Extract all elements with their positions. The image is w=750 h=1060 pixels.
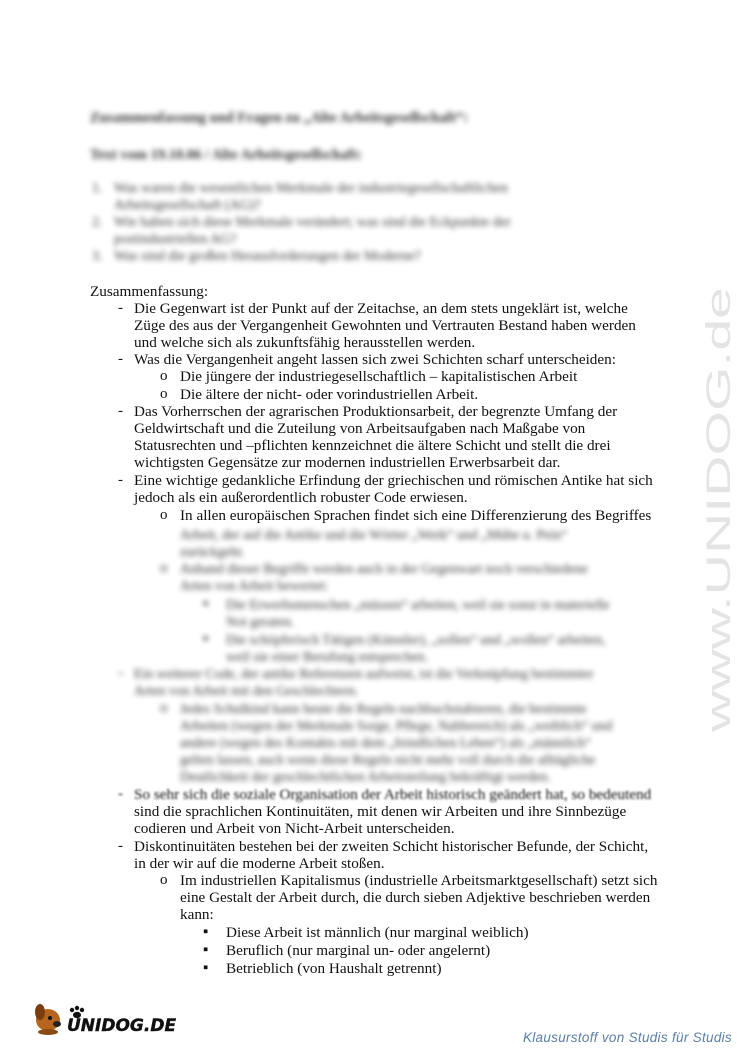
text-line: Anhand dieser Begriffe werden auch in der Gegenwart noch verschiedene: [180, 561, 588, 576]
text-line: jedoch als ein außerordentlich robuster Code erwiesen.: [134, 489, 468, 506]
text-line: weil sie einer Berufung entsprechen.: [226, 649, 428, 664]
dash-bullet: -: [118, 665, 123, 681]
footer-tagline: Klausurstoff von Studis für Studis: [522, 1030, 732, 1045]
text-line: Arten von Arbeit bewertet:: [180, 578, 329, 593]
text-line: Das Vorherrschen der agrarischen Produktionsarbeit, der begrenzte Umfang der: [134, 403, 618, 420]
circle-bullet: o: [160, 386, 168, 402]
square-bullet: ▪: [203, 960, 209, 976]
text-line: gelten lassen, auch wenn diese Regeln nicht mehr voll durch die alltägliche: [180, 752, 596, 767]
text-line: Deutlichkeit der geschlechtlichen Arbeitsteilung bekräftigt werden.: [180, 769, 551, 784]
text-line: sind die sprachlichen Kontinuitäten, mit denen wir Arbeiten und ihre Sinnbezüge: [134, 803, 627, 820]
text-line: Die Gegenwart ist der Punkt auf der Zeitachse, an dem stets ungeklärt ist, welche: [134, 300, 628, 317]
dash-bullet: -: [118, 351, 123, 367]
text-line: wichtigsten Gegensätze zur modernen industriellen Erwerbsarbeit dar.: [134, 454, 561, 471]
text-line: Die Erwerbsmenschen „müssen“ arbeiten, weil sie sonst in materielle: [226, 597, 610, 612]
square-bullet: ▪: [203, 942, 209, 958]
text-line: Ein weiterer Code, der antike Referenzen aufweist, ist die Verknüpfung bestimmter: [134, 666, 594, 681]
circle-bullet: o: [160, 507, 168, 523]
text-line: zurückgeht.: [180, 544, 245, 559]
text-line: Statusrechten und –pflichten kennzeichnet die ältere Schicht und stellt die drei: [134, 437, 611, 454]
text-line: Eine wichtige gedankliche Erfindung der griechischen und römischen Antike hat sich: [134, 472, 653, 489]
document-title: Zusammenfassung und Fragen zu „Alte Arbeitsgesellschaft“:: [90, 110, 469, 126]
question-1: 1. Was waren die wesentlichen Merkmale der industriegesellschaftlichen Arbeitsgesellschaft (AG)?: [92, 181, 508, 213]
circle-bullet: o: [160, 872, 168, 888]
square-bullet: ▪: [203, 631, 209, 647]
text-line: In allen europäischen Sprachen findet sich eine Differenzierung des Begriffes: [180, 507, 652, 524]
text-line: Diese Arbeit ist männlich (nur marginal weiblich): [226, 924, 529, 941]
text-line: in der wir auf die moderne Arbeit stoßen.: [134, 855, 385, 872]
text-line: So sehr sich die soziale Organisation der Arbeit historisch geändert hat, so bedeutend: [134, 786, 652, 803]
text-line: Not geraten.: [226, 614, 295, 629]
text-line: Züge des aus der Vergangenheit Gewohnten und Vertrauten Bestand haben werden: [134, 317, 636, 334]
text-line: Die ältere der nicht- oder vorindustriellen Arbeit.: [180, 386, 479, 403]
summary-label: Zusammenfassung:: [90, 283, 209, 300]
text-line: Die jüngere der industriegesellschaftlich – kapitalistischen Arbeit: [180, 368, 578, 385]
text-line: Betrieblich (von Haushalt getrennt): [226, 960, 442, 977]
dash-bullet: -: [118, 838, 123, 854]
dash-bullet: -: [118, 472, 123, 488]
dog-icon: [35, 1004, 61, 1035]
circle-bullet: o: [160, 368, 168, 384]
text-line: codieren und Arbeit von Nicht-Arbeit unterscheiden.: [134, 820, 455, 837]
text-line: eine Gestalt der Arbeit durch, die durch sieben Adjektive beschrieben werden: [180, 889, 651, 906]
dash-bullet: -: [118, 300, 123, 316]
dash-bullet: -: [118, 403, 123, 419]
text-line: andere (wegen des Kontakts mit dem „feindlichen Leben“) als „männlich“: [180, 735, 592, 750]
question-2: 2. Wie haben sich diese Merkmale verändert; was sind die Eckpunkte der postindustriellen AG?: [92, 215, 511, 247]
text-line: und welche sich als zukunftsfähig herausstellen werden.: [134, 334, 476, 351]
text-line: Jedes Schulkind kann heute die Regeln nachbuchstabieren, die bestimmte: [180, 701, 587, 716]
square-bullet: ▪: [203, 596, 209, 612]
text-line: Was die Vergangenheit angeht lassen sich zwei Schichten scharf unterscheiden:: [134, 351, 616, 368]
text-line: Beruflich (nur marginal un- oder angelernt): [226, 942, 491, 959]
text-line: Diskontinuitäten bestehen bei der zweiten Schicht historischer Befunde, der Schicht,: [134, 838, 649, 855]
watermark: [700, 282, 740, 732]
text-line: Arten von Arbeit mit den Geschlechtern.: [134, 683, 359, 698]
question-3: 3. Was sind die großen Herausforderungen der Moderne?: [92, 249, 421, 264]
document-subtitle: Text vom 19.10.06 / Alte Arbeitsgesellschaft:: [90, 147, 363, 163]
text-line: Im industriellen Kapitalismus (industrielle Arbeitsmarktgesellschaft) setzt sich: [180, 872, 658, 889]
text-line: Arbeit, der auf die Antike und die Wörter „Werk“ und „Mühe u. Pein“: [180, 527, 568, 542]
unidog-logo[interactable]: [30, 998, 190, 1038]
logo-text: UNIDOG.DE: [67, 1016, 177, 1036]
dash-bullet: -: [118, 786, 123, 802]
text-line: kann:: [180, 906, 214, 923]
circle-bullet: o: [160, 700, 168, 716]
square-bullet: ▪: [203, 924, 209, 940]
circle-bullet: o: [160, 560, 168, 576]
text-line: Die schöpferisch Tätigen (Künstler), „sollen“ und „wollen“ arbeiten,: [226, 632, 606, 647]
watermark-text: www.UNIDOG.de: [700, 467, 738, 732]
text-line: Arbeiten (wegen der Merkmale Sorge, Pflege, Nahbereich) als „weiblich“ und: [180, 718, 613, 733]
text-line: Geldwirtschaft und die Zuteilung von Arbeitsaufgaben nach Maßgabe von: [134, 420, 586, 437]
